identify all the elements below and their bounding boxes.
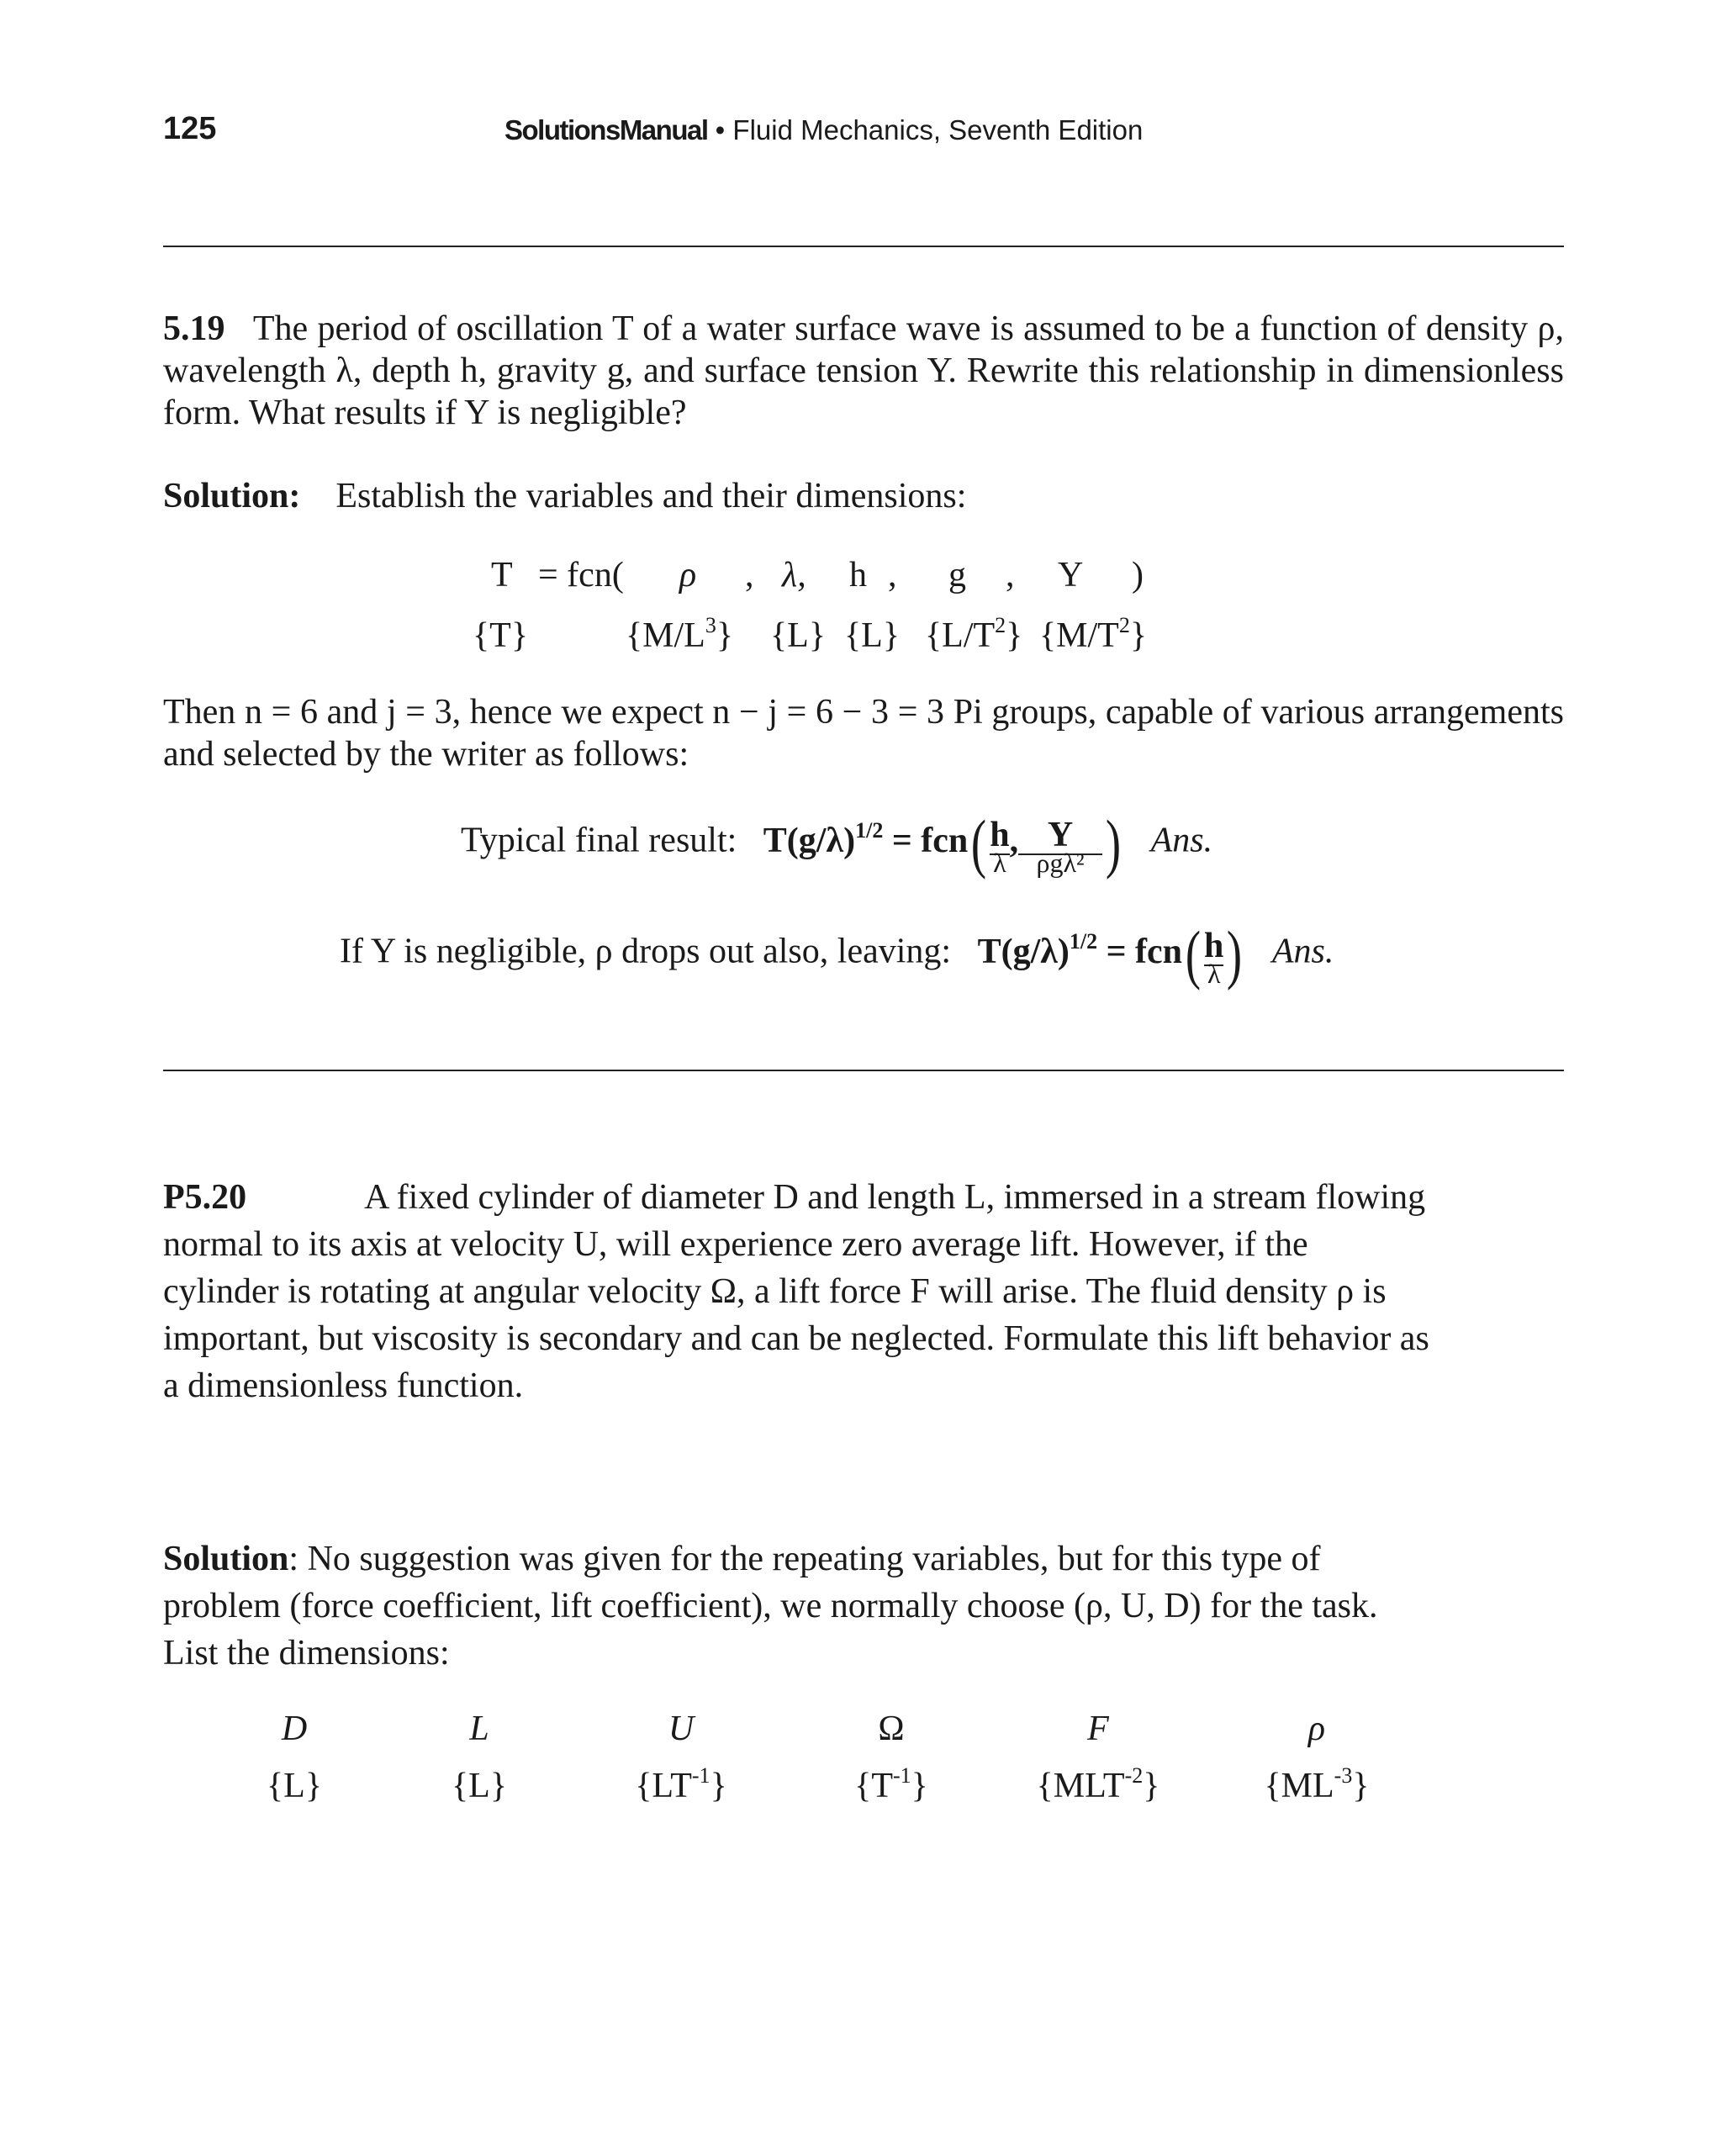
open-paren-1: (	[971, 806, 987, 880]
problem-number: 5.19	[163, 309, 225, 348]
statement-text-1: The period of oscillation T of a water surface wave is assumed to be a function of density ρ,	[252, 309, 1564, 348]
dim-col-Omega: Ω $\{T^{-1}\}$	[854, 1709, 928, 1805]
fraction-h-lambda-2: $\frac{h}{\lambda}$	[1204, 927, 1224, 989]
var-h: h	[849, 556, 867, 594]
then-line-2: and selected by the writer as follows:	[163, 735, 689, 774]
p520-line-2: normal to its axis at velocity U, will experience zero average lift. However, if the	[163, 1225, 1308, 1264]
ans-label-1: Ans.	[1150, 821, 1213, 860]
dim-Y: $\{M/T^2\}$	[1039, 613, 1147, 655]
p520-number: P5.20	[163, 1178, 247, 1217]
pi-groups-paragraph	[163, 691, 1564, 775]
problem-5-20-statement	[163, 1174, 1429, 1409]
statement-line-1	[163, 308, 1564, 350]
p520-line-1: P5.20 A fixed cylinder of diameter D and length L, immersed in a stream flowing	[163, 1178, 1426, 1217]
dim-col-F: F $\{MLT^{-2}\}$	[1036, 1709, 1160, 1805]
statement-line-2: wavelength λ, depth h, gravity g, and surface tension Y. Rewrite this relationship in dimensionless	[163, 351, 1564, 390]
open-paren-2: (	[1185, 917, 1202, 991]
p520-line-5: a dimensionless function.	[163, 1366, 524, 1405]
dim-T: {T}	[473, 616, 528, 655]
var-comma-2: ,	[888, 556, 897, 594]
header-book-bold: SolutionsManual	[504, 114, 708, 145]
var-lambda: λ,	[782, 556, 806, 594]
solution-intro	[163, 476, 966, 516]
dim-rho: $\{M/L^3\}$	[626, 613, 733, 655]
header-bullet: •	[715, 114, 726, 145]
fraction-Y: $\frac{Y}{\text{ρgλ²}}$	[1018, 818, 1102, 869]
negligible-lhs: $T(g/\lambda)^{1/2}$ = fcn	[977, 928, 1183, 971]
p520-solution	[163, 1535, 1378, 1677]
header-book-title: Fluid Mechanics, Seventh Edition	[732, 114, 1144, 145]
problem-5-19-statement	[163, 308, 1564, 434]
var-fcn: = fcn(	[538, 556, 624, 594]
p520-line-3: cylinder is rotating at angular velocity Ω, a lift force F will arise. The fluid density ρ is	[163, 1272, 1387, 1311]
dim-h: {L}	[844, 616, 900, 655]
p520-sol-line-3: List the dimensions:	[163, 1634, 450, 1672]
close-paren-2: )	[1227, 917, 1243, 991]
var-comma-1: ,	[745, 556, 754, 594]
solution-intro-text: Establish the variables and their dimensions:	[335, 477, 967, 515]
dim-g: $\{L/T^2\}$	[925, 613, 1023, 655]
fraction-comma: ,	[1009, 821, 1019, 860]
solution-label: Solution:	[163, 477, 301, 515]
ans-label-2: Ans.	[1271, 932, 1334, 971]
middle-divider	[163, 1070, 1564, 1071]
typical-lhs: $T(g/\lambda)^{1/2}$ = fcn	[763, 817, 969, 860]
running-header	[504, 114, 1143, 146]
typical-label: Typical final result:	[461, 821, 737, 860]
fraction-h-lambda: $\frac{h}{\lambda}$	[990, 816, 1010, 878]
dim-col-D: D {L}	[267, 1709, 322, 1805]
negligible-label: If Y is negligible, ρ drops out also, leaving:	[340, 932, 952, 971]
dim-col-L: L {L}	[452, 1709, 507, 1805]
dim-col-U: U $\{LT^{-1}\}$	[635, 1709, 727, 1805]
dim-lambda: {L}	[770, 616, 826, 655]
var-close-paren: )	[1132, 556, 1144, 594]
var-g: g	[948, 556, 966, 594]
p520-sol-line-2: problem (force coefficient, lift coefficient), we normally choose (ρ, U, D) for the task.	[163, 1587, 1378, 1625]
p520-solution-label: Solution	[163, 1540, 289, 1578]
top-divider	[163, 246, 1564, 247]
statement-line-3: form. What results if Y is negligible?	[163, 394, 687, 432]
close-paren-1: )	[1105, 806, 1122, 880]
dim-col-rho: ρ $\{ML^{-3}\}$	[1264, 1709, 1370, 1805]
typical-result	[461, 806, 1212, 890]
p520-sol-line-1: Solution: No suggestion was given for the repeating variables, but for this type of	[163, 1540, 1321, 1578]
var-Y: Y	[1058, 556, 1084, 594]
p520-line-4: important, but viscosity is secondary and can be neglected. Formulate this lift behavior as	[163, 1319, 1429, 1358]
var-T: T	[491, 556, 513, 594]
page-number: 125	[163, 111, 217, 146]
var-rho: ρ	[679, 556, 697, 594]
negligible-result	[340, 917, 1334, 1001]
then-line-1: Then n = 6 and j = 3, hence we expect n − j = 6 − 3 = 3 Pi groups, capable of various arrangements	[163, 693, 1564, 732]
var-comma-3: ,	[1006, 556, 1015, 594]
